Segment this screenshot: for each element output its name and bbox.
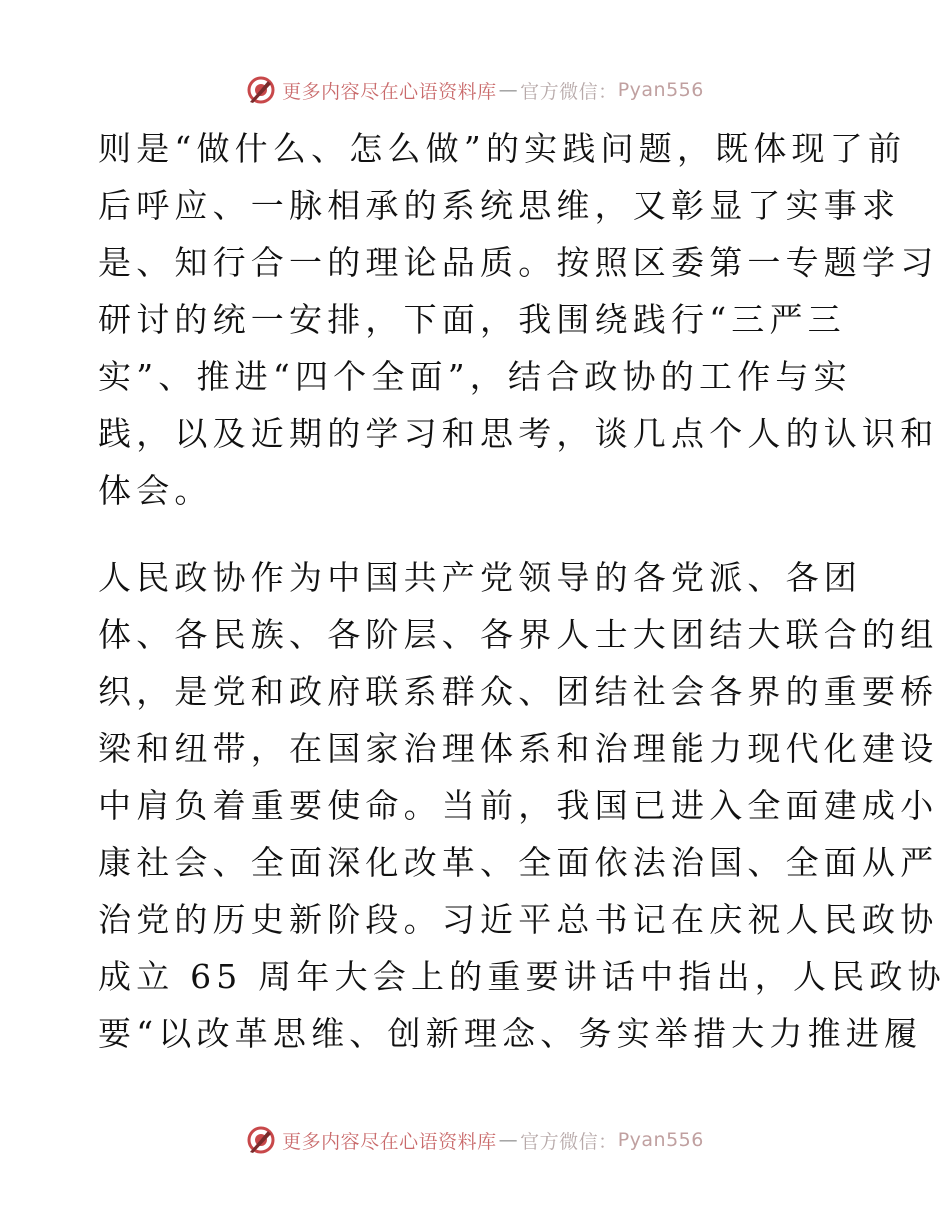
banner-slogan: 更多内容尽在心语资料库 — [282, 1130, 497, 1153]
text-line: 则是“做什么、怎么做”的实践问题，既体现了前 — [98, 129, 907, 168]
banner-contact-label: 官方微信： — [520, 80, 618, 103]
footer-banner — [0, 1120, 950, 1160]
banner-contact-id: Pyan556 — [617, 1129, 704, 1151]
text-line: 践，以及近期的学习和思考，谈几点个人的认识和 — [98, 414, 939, 453]
paragraph-gap — [98, 519, 858, 549]
header-banner — [0, 70, 950, 110]
text-line: 体、各民族、各阶层、各界人士大团结大联合的组 — [98, 615, 939, 654]
banner-contact-label: 官方微信： — [520, 1130, 618, 1153]
document-body — [98, 120, 946, 1062]
banner-separator: — — [498, 1129, 519, 1151]
banner-separator: — — [498, 79, 519, 101]
pen-logo-icon — [246, 75, 276, 105]
pen-logo-icon — [246, 1125, 276, 1155]
text-line: 治党的历史新阶段。习近平总书记在庆祝人民政协 — [98, 900, 939, 939]
paragraph-1 — [98, 120, 939, 519]
text-line: 人民政协作为中国共产党领导的各党派、各团 — [98, 558, 862, 597]
text-line: 中肩负着重要使命。当前，我国已进入全面建成小 — [98, 786, 939, 825]
text-line: 成立 65 周年大会上的重要讲话中指出，人民政协 — [98, 957, 946, 996]
text-line: 康社会、全面深化改革、全面依法治国、全面从严 — [98, 843, 939, 882]
text-line: 织，是党和政府联系群众、团结社会各界的重要桥 — [98, 672, 939, 711]
text-line: 后呼应、一脉相承的系统思维，又彰显了实事求 — [98, 186, 901, 225]
text-line: 梁和纽带，在国家治理体系和治理能力现代化建设 — [98, 729, 939, 768]
text-line: 实”、推进“四个全面”，结合政协的工作与实 — [98, 357, 852, 396]
paragraph-2 — [98, 549, 946, 1062]
text-line: 是、知行合一的理论品质。按照区委第一专题学习 — [98, 243, 939, 282]
text-line: 研讨的统一安排，下面，我围绕践行“三严三 — [98, 300, 846, 339]
banner-slogan: 更多内容尽在心语资料库 — [282, 80, 497, 103]
banner-contact-id: Pyan556 — [617, 79, 704, 101]
text-line: 体会。 — [98, 471, 213, 510]
text-line: 要“以改革思维、创新理念、务实举措大力推进履 — [98, 1014, 923, 1053]
